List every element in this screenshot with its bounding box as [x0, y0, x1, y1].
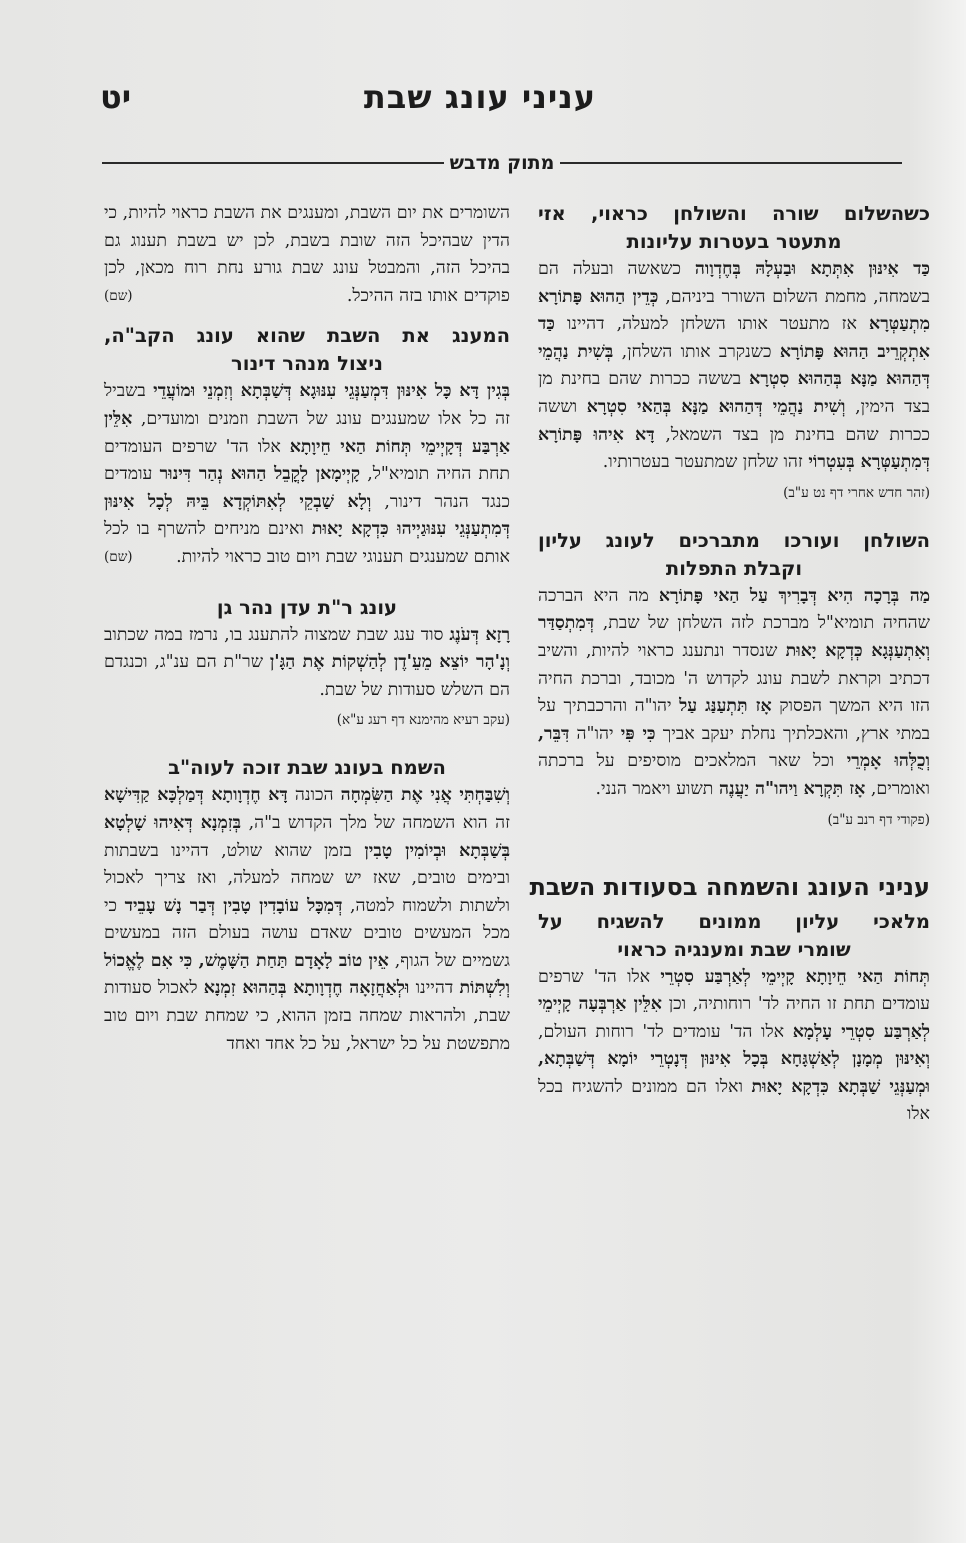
- translation: יהו"ה והרכבתיך על במתי ארץ, והאכלתיך נחלת יעקב אביך: [538, 696, 930, 744]
- translation: בששה ככרות שהם בחינת מן בצד הימין,: [538, 369, 930, 417]
- translation: יהו"ה: [576, 723, 614, 744]
- translation: שנסדר ונתענג כראוי להיות, והשיב דכתיב וקראת לשבת עונג לקדוש ה' מכובד, וברכת החיה הזו היא המשך הפסוק: [538, 640, 931, 717]
- right-column: [529, 200, 931, 1129]
- section-body: [538, 583, 930, 804]
- translation: שר"ת הם ענ"ג, וכנגדם הם השלש סעודות של שבת.: [104, 652, 510, 700]
- aramaic-quote: כִּי פִּי: [620, 723, 656, 744]
- aramaic-quote: כְּדֵין הַהוּא פָּתוֹרָא מִתְעַטְּרָא: [538, 286, 931, 335]
- translation: לאכול סעודות שבת, ולהראות שמחה בזמן ההוא, כי שמחת שבת ויום טוב מתפשטת על כל ישראל, על כל אחד ואחד: [104, 978, 510, 1054]
- aramaic-quote: דָּא חֶדְוָותָא דְּמַלְכָּא קַדִּישָׁא: [104, 785, 288, 806]
- section: [104, 754, 510, 1058]
- section-heading: מלאכי עליון ממונים להשגיח על: [538, 909, 930, 933]
- translation: ואלו הם ממונים להשגיח בכל אלו: [538, 1076, 930, 1125]
- aramaic-quote: וְנָ'הָר יוֹצֵא מֵעֵ'דֶן לְהַשְׁקוֹת אֶת הַגָּ'ן: [269, 652, 511, 673]
- aramaic-quote: וְשִׁית נַהֲמֵי דְּהַהוּא מַנָּא בְּהַאי סִטְרָא: [586, 396, 846, 417]
- section-heading: ניצול מנהר דינור: [231, 352, 383, 376]
- aramaic-quote: אֵין טוֹב לָאָדָם תַּחַת הַשָּׁמֶשׁ, כִּי אִם לֶאֱכוֹל וְלִשְׁתּוֹת: [104, 950, 510, 999]
- section: [104, 322, 510, 571]
- aramaic-quote: אִלֵּין אַרְבְּעָה קָיְימֵי לְאַרְבַּע סִטְרֵי עָלְמָא: [538, 994, 930, 1042]
- running-head: [102, 150, 902, 176]
- aramaic-quote: דָּא אִיהוּ פָּתוֹרָא דְּמִתְעַטְּרָא בְּעִטְרוֹי: [538, 424, 930, 473]
- aramaic-quote: תְּחוֹת הַאי חֵיוָתָא קָיְימֵי לְאַרְבַּע סִטְרֵי: [660, 966, 931, 987]
- aramaic-quote: דִּבֵּר, וְכֻלְּהוּ אָמְרֵי: [538, 723, 931, 772]
- translation: זה הוא השמחה של מלך הקדוש ב"ה,: [248, 812, 510, 833]
- aramaic-quote: וְאִינּוּן מְמָנָן לְאַשְׁגָּחָא בְּכָל אִינּוּן דְּנָטְרֵי יוֹמָא דְּשַׁבְּתָא, וּמְעַנְּגֵי שַׁבְּתָא כִּדְקָא יָאוּת: [538, 1049, 930, 1097]
- translation: זהו שלחן שמתעטר בעטרותיו.: [602, 452, 803, 473]
- left-column: [104, 200, 510, 1058]
- page-title: עניני עונג שבת: [363, 78, 597, 116]
- translation: דהיינו: [415, 978, 454, 999]
- aramaic-quote: כַּד אִינּוּן אִתְּתָא וּבַעְלָהּ בְּחֶדְוָוה: [694, 259, 930, 279]
- citation: (שם): [104, 287, 133, 304]
- translation: עומדים כנגד הנהר דינור,: [104, 464, 510, 512]
- translation: אלו הד' שרפים עומדים תחת זו החיה לד' רוחותיה, וכן: [538, 966, 931, 1015]
- aramaic-quote: רָזָא דְּעֹנֶג: [449, 624, 510, 645]
- translation: כשאשה ובעלה הם בשמחה, מחמת השלום השורר ביניהם,: [538, 259, 930, 307]
- section: [538, 200, 930, 505]
- section-heading: וקבלת התפלות: [665, 556, 803, 580]
- section-heading: שומרי שבת ומענגיה כראוי: [617, 937, 851, 961]
- citation: (שם): [104, 548, 133, 565]
- section-body: [104, 782, 510, 1058]
- translation: אלו הד' שרפים העומדים תחת החיה תומיא"ל,: [104, 436, 511, 485]
- section-heading: מתעטר בעטרות עליונות: [626, 230, 842, 253]
- chapter-heading: עניני העונג והשמחה בסעודות השבת: [529, 872, 930, 901]
- translation: הכונה: [294, 785, 334, 806]
- aramaic-quote: וְלָא שַׁבְקֵי לְאִתּוֹקְדָא בֵּיהּ לְכָל אִינּוּן דְּמִתְעַנְּגֵי עִנּוּגַיְיהוּ כִּדְקָא יָאוּת: [104, 491, 511, 540]
- running-head-label: מתוק מדבש: [449, 152, 555, 174]
- aramaic-quote: וּלְאַחֲזָאָה חֶדְוָותָא בְּהַהוּא זִמְנָא: [203, 978, 410, 999]
- citation: (זהר חדש אחרי דף נט ע"ב): [783, 484, 930, 501]
- translation: וששה ככרות שהם בחינת מן בצד השמאל,: [538, 396, 930, 445]
- aramaic-quote: בְּגִין דָּא כָּל אִינּוּן דִּמְעַנְּגֵי עִנּוּגָא דְּשַׁבְּתָא וְזִמְנֵי וּמוֹעֲדֵי: [153, 381, 510, 402]
- aramaic-quote: וְשִׁבַּחְתִּי אֲנִי אֶת הַשִּׂמְחָה: [340, 785, 510, 806]
- translation: סוד ענג שבת שמצוה להתענג בו, נרמז במה שכתוב: [104, 624, 444, 645]
- aramaic-quote: כַּד אִתְקְרֵיב הַהוּא פָּתוֹרָא: [538, 314, 930, 362]
- divider: [560, 162, 902, 164]
- translation: מה היא הברכה שהחיה תומיא"ל מברכת לזה השלחן של שבת,: [538, 585, 930, 634]
- translation: בזמן שהוא שולט, דהיינו בשבתות ובימים טובים, שאז יש שמחה למעלה, ואז צריך לאכול ולשתות ולשמוח למטה,: [104, 840, 511, 916]
- aramaic-quote: בְּשִׁית נַהֲמֵי דְּהַהוּא מַנָּא בְּהַהוּא סִטְרָא: [538, 341, 931, 390]
- section-heading: המענג את השבת שהוא עונג הקב"ה,: [104, 324, 510, 348]
- aramaic-quote: אִלֵּין אַרְבַּע דְּקָיְימֵי תְּחוֹת הַאי חֵיוָתָא: [104, 408, 510, 457]
- aramaic-quote: דְּמִכָּל עוֹבָדִין טָבִין דְּבַר נָשׁ עָבֵיד: [124, 895, 343, 916]
- section-heading: השמח בעונג שבת זוכה לעוה"ב: [168, 756, 446, 780]
- translation: אלו הד' עומדים לד' רוחות העולם,: [538, 1021, 785, 1042]
- translation: כשנקרב אותו השלחן,: [621, 341, 772, 362]
- aramaic-quote: דְּמִתְסַדַּר וְאִתְעַנְּגָא כְּדְקָא יָאוּת: [538, 613, 931, 661]
- section-body: [104, 622, 510, 705]
- section-heading: השולחן ועורכו מתברכים לעונג עליון: [538, 528, 930, 552]
- divider: [102, 162, 444, 164]
- page-number: יט: [100, 78, 132, 116]
- translation: השומרים את יום השבת, ומענגים את השבת כראוי להיות, כי הדין שבהיכל הזה שובת בשבת, לכן יש בשבת תענוג גם בהיכל הזה, והמבטל עונג שבת גורע נחת רוח מכאן, לכן פוקדים אותו בזה ההיכל.: [104, 203, 510, 306]
- citation: (פקודי דף רנב ע"ב): [827, 811, 930, 828]
- section-body: [538, 964, 930, 1130]
- continuation-text: [104, 200, 510, 310]
- section-body: [538, 256, 930, 477]
- translation: תשוע ויאמר הנני.: [595, 778, 714, 799]
- translation: ואינם מניחים להשרף בו לכל אותם שמענגים תענוגי שבת ויום טוב כראוי להיות.: [104, 519, 510, 567]
- translation: בשביל זה כל אלו שמענגים עונג של השבת וזמנים ומועדים,: [104, 381, 510, 429]
- citation: (עקב רעיא מהימנא דף רעג ע"א): [336, 712, 510, 729]
- section-heading: עונג ר"ת עדן נהר גן: [216, 595, 398, 619]
- aramaic-quote: אָז תִּתְעַנַּג עַל: [679, 696, 772, 717]
- section: [529, 870, 931, 1130]
- aramaic-quote: בְּזִמְנָא דְּאִיהוּ שָׁלְטָא בְּשַׁבְּתָא וּבְיוֹמִין טָבִין: [104, 812, 510, 861]
- aramaic-quote: אָז תִּקְרָא וַיהו"ה יַעֲנֶה: [718, 778, 866, 799]
- section: [538, 527, 930, 832]
- aramaic-quote: מַה בְּרָכָה הִיא דְּבָרִיךְ עַל הַאי פָּתוֹרָא: [658, 585, 931, 606]
- translation: כי מכל המעשים טובים שאדם עושה בעולם הזה במעשים גשמיים של הגוף,: [104, 895, 510, 971]
- translation: אז מתעטר אותו השלחן למעלה, דהיינו: [566, 314, 857, 335]
- page-header: [100, 78, 860, 118]
- section-body: [104, 378, 510, 571]
- section: [104, 594, 510, 733]
- aramaic-quote: קָיְימָאן לָקֳבֵל הַהוּא נְהַר דִּינוּר: [159, 464, 361, 485]
- translation: וכל שאר המלאכים מוסיפים על ברכתה ואומרים,: [538, 751, 930, 799]
- section-heading: כשהשלום שורה והשולחן כראוי, אזי: [538, 202, 930, 225]
